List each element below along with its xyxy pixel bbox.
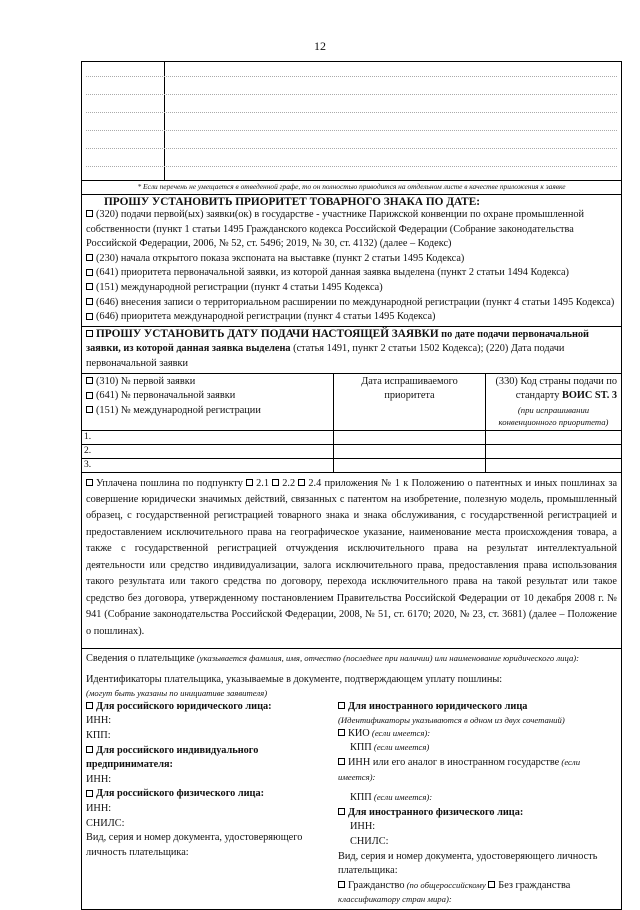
checkbox[interactable]	[86, 254, 93, 261]
checkbox[interactable]	[246, 479, 253, 486]
checkbox[interactable]	[86, 283, 93, 290]
filing-date-section: ПРОШУ УСТАНОВИТЬ ДАТУ ПОДАЧИ НАСТОЯЩЕЙ ЗАЯВКИ по дате подачи первоначальной заявки, из которой данная заявка выделена (статья 1491, пункт 2 статьи 1502 Кодекса); (220) Дата подачи первоначальной заявки	[82, 327, 621, 374]
footnote: * Если перечень не умещается в отведенной графе, то он полностью приводится на отдельном листе в качестве приложения к заявке	[82, 181, 621, 195]
application-form-frame	[81, 61, 622, 910]
checkbox[interactable]	[86, 377, 93, 384]
table-row: 3.	[82, 458, 621, 472]
priority-option: (320) подачи первой(ых) заявки(ок) в государстве - участнике Парижской конвенции по охране промышленной собственности (пункт 1 статьи 1495 Гражданского кодекса Российской Федерации (Собрание законодательства Российской Федерации, 2006, № 52, ст. 5496; 2019, № 30, ст. 4132) (далее – Кодекс)	[86, 208, 585, 250]
page-number: 12	[314, 39, 326, 53]
payer-russian-column: Для российского юридического лица: ИНН: КПП: Для российского индивидуального предпринимателя: ИНН: Для российского физического лица: ИНН: СНИЛС: Вид, серия и номер документа, удостоверяющего личность плательщика:	[86, 700, 303, 858]
table-row: 2.	[82, 444, 621, 458]
checkbox[interactable]	[86, 790, 93, 797]
payer-foreign-column: Для иностранного юридического лица (Идентификаторы указываются в одном из двух сочетаний) КИО (если имеется): КПП (если имеется) ИНН или его аналог в иностранном государстве (если имеется): КПП (если имеется): Для иностранного физического лица: ИНН: СНИЛС: Вид, серия и номер документа, удостоверяющего личность плательщика: Гражданство (по общероссийскому Без гражданства классификатору стран мира):	[338, 700, 598, 905]
checkbox[interactable]	[86, 298, 93, 305]
priority-option: (230) начала открытого показа экспоната на выставке (пункт 2 статьи 1495 Кодекса)	[86, 252, 617, 267]
checkbox[interactable]	[86, 210, 93, 217]
priority-heading: ПРОШУ УСТАНОВИТЬ ПРИОРИТЕТ ТОВАРНОГО ЗНАКА ПО ДАТЕ:	[104, 195, 481, 208]
checkbox[interactable]	[338, 808, 345, 815]
checkbox[interactable]	[338, 729, 345, 736]
checkbox[interactable]	[86, 746, 93, 753]
priority-table-header: (310) № первой заявки (641) № первоначальной заявки (151) № международной регистрации Дата испрашиваемого приоритета (330) Код страны подачи по стандарту ВОИС ST. 3 (при испрашивании конвенционного приоритета)	[82, 374, 621, 431]
checkbox[interactable]	[338, 758, 345, 765]
checkbox[interactable]	[86, 313, 93, 320]
priority-option: (641) приоритета первоначальной заявки, из которой данная заявка выделена (пункт 2 статьи 1494 Кодекса)	[86, 266, 617, 281]
priority-table-rows	[82, 431, 621, 473]
priority-date-header: Дата испрашиваемого приоритета	[334, 374, 486, 430]
checkbox[interactable]	[338, 881, 345, 888]
checkbox[interactable]	[298, 479, 305, 486]
checkbox[interactable]	[86, 406, 93, 413]
checkbox[interactable]	[272, 479, 279, 486]
priority-option: (646) приоритета международной регистрации (пункт 4 статьи 1495 Кодекса)	[86, 310, 617, 325]
checkbox[interactable]	[86, 702, 93, 709]
priority-option: (646) внесения записи о территориальном расширении по международной регистрации (пункт 4 статьи 1495 Кодекса)	[86, 296, 617, 311]
priority-section	[82, 195, 621, 327]
checkbox[interactable]	[488, 881, 495, 888]
priority-option: (151) международной регистрации (пункт 4 статьи 1495 Кодекса)	[86, 281, 617, 296]
checkbox[interactable]	[86, 269, 93, 276]
checkbox[interactable]	[86, 392, 93, 399]
checkbox[interactable]	[338, 702, 345, 709]
fee-section: Уплачена пошлина по подпункту 2.1 2.2 2.4 приложения № 1 к Положению о патентных и иных пошлинах за совершение юридически значимых действий, связанных с патентом на изобретение, полезную модель, промышленный образец, с государственной регистрацией товарного знака и знака обслуживания, с государственной регистрацией и предоставлением исключительного права на географическое указание, наименование места происхождения товара, а также с государственной регистрацией отчуждения исключительного права на результат интеллектуальной деятельности или средство индивидуализации, залога исключительного права, предоставления права использования такого результата или такого средства по договору, перехода исключительного права на такой результат или такое средство без договора, утвержденному постановлением Правительства Российской Федерации от 10 декабря 2008 г. № 941 (Собрание законодательства Российской Федерации, 2008, № 51, ст. 6170; 2020, № 23, ст. 3681) (далее – Положение о пошлинах).	[82, 473, 621, 650]
table-row: 1.	[82, 431, 621, 444]
goods-list-area	[82, 62, 621, 181]
checkbox[interactable]	[86, 479, 93, 486]
payer-section: Сведения о плательщике (указывается фамилия, имя, отчество (последнее при наличии) или наименование юридического лица): Идентификаторы плательщика, указываемые в документе, подтверждающем уплату пошлины: (могут быть указаны по инициативе заявителя) Для российского юридического лица: ИНН: КПП: Для российского индивидуального предпринимателя: ИНН: Для российского физического лица: ИНН: СНИЛС: Вид, серия и номер документа, удостоверяющего личность плательщика: Для иностранного юридического лица (Идентификаторы указываются в одном из двух сочетаний) КИО (если имеется): КПП (если имеется) ИНН или его аналог в иностранном государстве (если имеется): КПП (если имеется): Для иностранного физического лица: ИНН: СНИЛС: Вид, серия и номер документа, удостоверяющего личность плательщика: Гражданство (по общероссийскому Без гражданства классификатору стран мира):	[82, 649, 621, 909]
checkbox[interactable]	[86, 330, 93, 337]
